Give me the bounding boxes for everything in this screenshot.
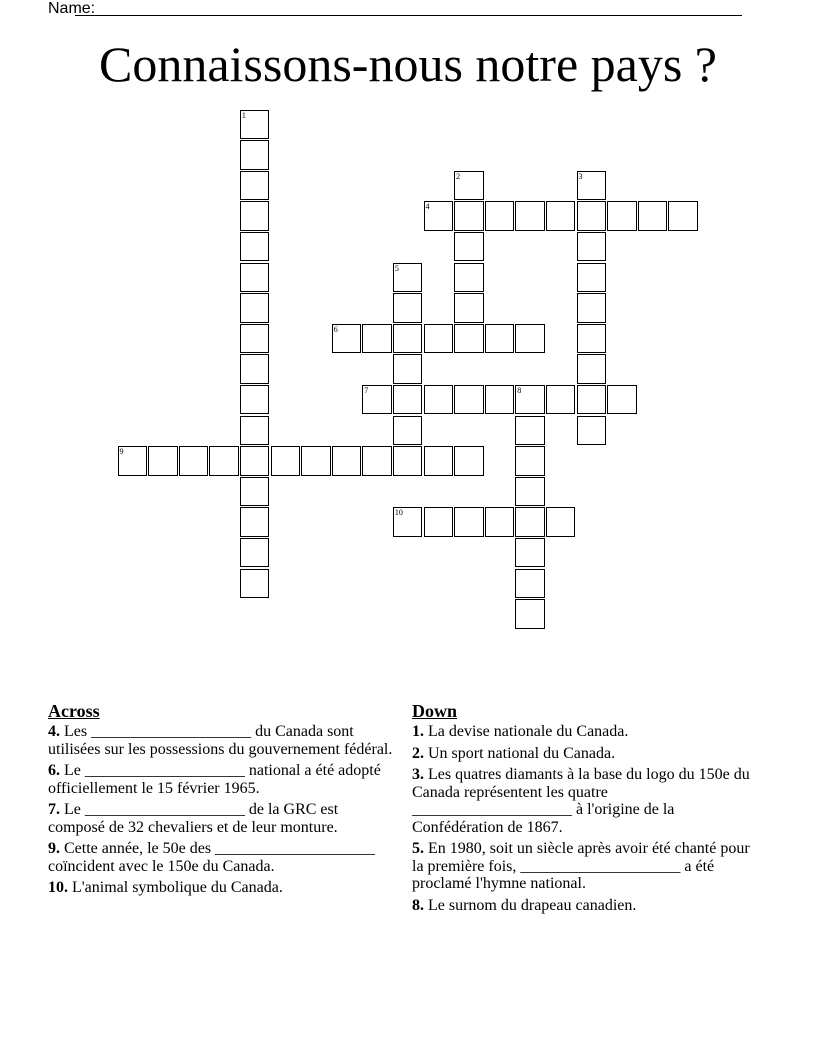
grid-cell[interactable] — [607, 201, 637, 231]
across-clue-7: 7. Le ____________________ de la GRC est composé de 32 chevaliers et de leur monture. — [48, 801, 339, 836]
grid-cell[interactable] — [546, 385, 576, 415]
grid-cell[interactable] — [485, 324, 515, 354]
grid-cell[interactable] — [179, 446, 209, 476]
grid-cell[interactable] — [577, 263, 607, 293]
down-clue-3: 3. Les quatres diamants à la base du logo du 150e du Canada représentent les quatre ____________________ à l'origine de la Confédération de 1867. — [412, 766, 750, 836]
grid-cell[interactable] — [515, 446, 545, 476]
grid-cell[interactable] — [240, 385, 270, 415]
grid-cell[interactable] — [148, 446, 178, 476]
clue-number: 10 — [394, 508, 403, 518]
grid-cell[interactable] — [454, 446, 484, 476]
grid-cell[interactable] — [271, 446, 301, 476]
grid-cell[interactable] — [485, 201, 515, 231]
clue-number: 3 — [578, 171, 583, 181]
grid-cell[interactable] — [393, 385, 423, 415]
down-clue-2: 2. Un sport national du Canada. — [412, 744, 616, 762]
grid-cell[interactable] — [393, 263, 423, 293]
down-clues — [412, 701, 757, 918]
grid-cell[interactable] — [638, 201, 668, 231]
grid-cell[interactable] — [240, 140, 270, 170]
grid-cell[interactable] — [393, 416, 423, 446]
clue-number: 4 — [425, 202, 430, 212]
grid-cell[interactable] — [577, 385, 607, 415]
grid-cell[interactable] — [577, 171, 607, 201]
grid-cell[interactable] — [454, 263, 484, 293]
grid-cell[interactable] — [240, 477, 270, 507]
clue-number: 2 — [456, 171, 461, 181]
down-clue-5: 5. En 1980, soit un siècle après avoir été chanté pour la première fois, ____________________ a été proclamé l'hymne national. — [412, 840, 750, 892]
grid-cell[interactable] — [393, 324, 423, 354]
grid-cell[interactable] — [393, 293, 423, 323]
grid-cell[interactable] — [240, 263, 270, 293]
grid-cell[interactable] — [240, 171, 270, 201]
grid-cell[interactable] — [577, 324, 607, 354]
grid-cell[interactable] — [454, 507, 484, 537]
clue-number: 8 — [517, 385, 522, 395]
grid-cell[interactable] — [515, 201, 545, 231]
grid-cell[interactable] — [393, 507, 423, 537]
clue-number: 7 — [364, 385, 369, 395]
grid-cell[interactable] — [362, 324, 392, 354]
grid-cell[interactable] — [515, 385, 545, 415]
across-clue-4: 4. Les ____________________ du Canada sont utilisées sur les possessions du gouvernement fédéral. — [48, 723, 393, 758]
across-clue-6: 6. Le ____________________ national a été adopté officiellement le 15 février 1965. — [48, 762, 381, 797]
across-clues — [48, 701, 396, 901]
grid-cell[interactable] — [424, 201, 454, 231]
grid-cell[interactable] — [240, 446, 270, 476]
grid-cell[interactable] — [332, 324, 362, 354]
grid-cell[interactable] — [454, 232, 484, 262]
grid-cell[interactable] — [454, 201, 484, 231]
grid-cell[interactable] — [362, 446, 392, 476]
grid-cell[interactable] — [515, 538, 545, 568]
grid-cell[interactable] — [454, 324, 484, 354]
grid-cell[interactable] — [546, 201, 576, 231]
grid-cell[interactable] — [515, 416, 545, 446]
grid-cell[interactable] — [240, 201, 270, 231]
across-clue-10: 10. L'animal symbolique du Canada. — [48, 879, 283, 896]
grid-cell[interactable] — [546, 507, 576, 537]
grid-cell[interactable] — [424, 507, 454, 537]
grid-cell[interactable] — [240, 110, 270, 140]
grid-cell[interactable] — [577, 201, 607, 231]
grid-cell[interactable] — [485, 385, 515, 415]
grid-cell[interactable] — [362, 385, 392, 415]
grid-cell[interactable] — [240, 538, 270, 568]
page-title: Connaissons-nous notre pays ? — [99, 36, 717, 92]
grid-cell[interactable] — [393, 446, 423, 476]
grid-cell[interactable] — [240, 232, 270, 262]
grid-cell[interactable] — [577, 354, 607, 384]
grid-cell[interactable] — [454, 293, 484, 323]
grid-cell[interactable] — [577, 293, 607, 323]
grid-cell[interactable] — [240, 416, 270, 446]
grid-cell[interactable] — [240, 507, 270, 537]
grid-cell[interactable] — [485, 507, 515, 537]
grid-cell[interactable] — [454, 385, 484, 415]
grid-cell[interactable] — [515, 324, 545, 354]
grid-cell[interactable] — [577, 232, 607, 262]
grid-cell[interactable] — [454, 171, 484, 201]
grid-cell[interactable] — [301, 446, 331, 476]
grid-cell[interactable] — [240, 354, 270, 384]
grid-cell[interactable] — [240, 293, 270, 323]
grid-cell[interactable] — [577, 416, 607, 446]
across-heading: Across — [48, 701, 100, 721]
name-field-label: Name: — [48, 0, 96, 17]
grid-cell[interactable] — [515, 569, 545, 599]
grid-cell[interactable] — [424, 324, 454, 354]
clue-number: 9 — [119, 447, 124, 457]
clue-number: 5 — [394, 263, 399, 273]
grid-cell[interactable] — [424, 385, 454, 415]
grid-cell[interactable] — [515, 599, 545, 629]
across-clue-9: 9. Cette année, le 50e des ____________________ coïncident avec le 150e du Canada. — [48, 840, 376, 875]
grid-cell[interactable] — [424, 446, 454, 476]
grid-cell[interactable] — [118, 446, 148, 476]
grid-cell[interactable] — [515, 477, 545, 507]
grid-cell[interactable] — [515, 507, 545, 537]
clue-number: 1 — [241, 110, 246, 120]
grid-cell[interactable] — [332, 446, 362, 476]
down-heading: Down — [412, 701, 458, 721]
grid-cell[interactable] — [240, 324, 270, 354]
down-clue-8: 8. Le surnom du drapeau canadien. — [412, 896, 637, 914]
grid-cell[interactable] — [209, 446, 239, 476]
clue-number: 6 — [333, 324, 338, 334]
grid-cell[interactable] — [607, 385, 637, 415]
grid-cell[interactable] — [240, 569, 270, 599]
down-clue-1: 1. La devise nationale du Canada. — [412, 723, 629, 740]
grid-cell[interactable] — [668, 201, 698, 231]
grid-cell[interactable] — [393, 354, 423, 384]
